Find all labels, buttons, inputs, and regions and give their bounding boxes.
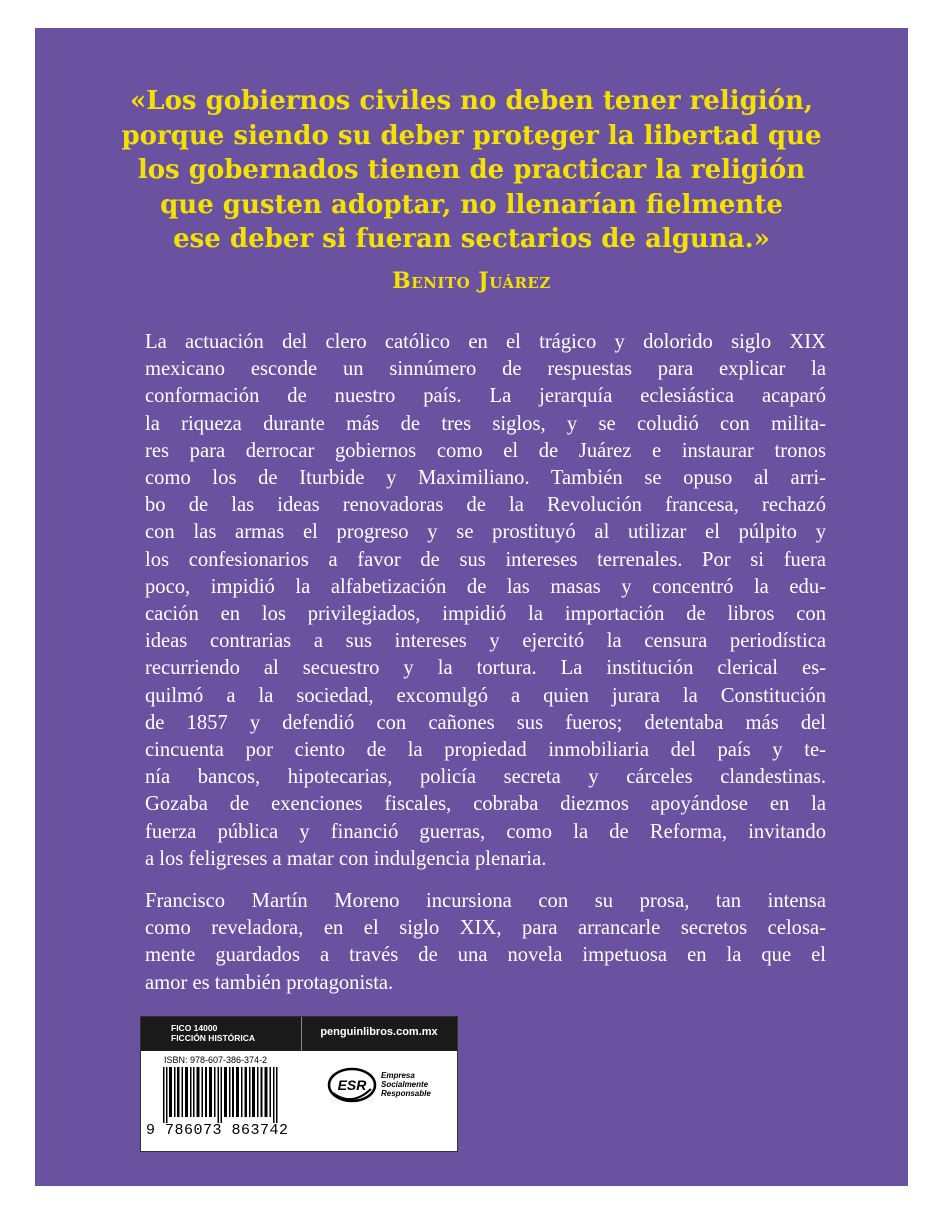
text-line: amor es también protagonista. xyxy=(145,971,394,994)
text-line: Francisco Martín Moreno incursiona con su prosa, tan intensa xyxy=(145,890,826,912)
isbn-text: ISBN: 978-607-386-374-2 xyxy=(164,1055,268,1065)
quote-line: que gusten adoptar, no llenarían fielmente xyxy=(160,189,783,220)
quote-line: porque siendo su deber proteger la libertad que xyxy=(121,120,822,151)
text-line: La actuación del clero católico en el trágico y dolorido siglo XIX xyxy=(145,331,826,353)
text-line: mente guardados a través de una novela impetuosa en la que el xyxy=(145,944,826,967)
quote-line: los gobernados tienen de practicar la religión xyxy=(137,155,806,185)
label-header xyxy=(141,1017,457,1051)
text-line: ideas contrarias a sus intereses y ejercitó la censura periodística xyxy=(145,630,826,653)
text-line: cincuenta por ciento de la propiedad inmobiliaria del país y te- xyxy=(145,739,826,762)
barcode-digits: 9 786073 863742 xyxy=(146,1122,289,1139)
publisher-url: penguinlibros.com.mx xyxy=(320,1026,438,1038)
quote-line: «Los gobiernos civiles no deben tener religión, xyxy=(130,86,813,116)
text-line: poco, impidió la alfabetización de las masas y concentró la edu- xyxy=(145,575,826,598)
quote-author: Benito Juárez xyxy=(392,268,551,294)
epigraph-quote xyxy=(95,84,848,257)
category-code-number: FICO 14000 xyxy=(171,1023,218,1033)
text-line: con las armas el progreso y se prostituyó al utilizar el púlpito y xyxy=(145,521,826,544)
esr-caption-line: Empresa xyxy=(381,1071,415,1080)
text-line: nía bancos, hipotecarias, policía secreta y cárceles clandestinas. xyxy=(145,766,826,789)
text-line: como reveladora, en el siglo XIX, para arrancarle secretos celosa- xyxy=(145,917,826,940)
esr-badge-text: ESR xyxy=(337,1077,367,1093)
text-line: a los feligreses a matar con indulgencia plenaria. xyxy=(145,847,547,870)
text-line: de 1857 y defendió con cañones sus fueros; detentaba más del xyxy=(145,711,826,734)
text-line: res para derrocar gobiernos como el de Juárez e instaurar tronos xyxy=(145,439,826,462)
text-line: como los de Iturbide y Maximiliano. También se opuso al arri- xyxy=(145,467,826,490)
text-line: quilmó a la sociedad, excomulgó a quien jurara la Constitución xyxy=(145,684,826,707)
esr-caption-line: Responsable xyxy=(381,1089,431,1098)
text-line: la riqueza durante más de tres siglos, y se coludió con milita- xyxy=(145,412,826,435)
back-cover xyxy=(35,28,908,1186)
text-line: mexicano esconde un sinnúmero de respuestas para explicar la xyxy=(145,358,826,381)
author-paragraph xyxy=(145,888,826,997)
text-line: fuerza pública y financió guerras, como la de Reforma, invitando xyxy=(145,820,826,843)
text-line: los confesionarios a favor de sus intereses terrenales. Por si fuera xyxy=(145,548,826,571)
text-line: Gozaba de exenciones fiscales, cobraba diezmos apoyándose en la xyxy=(145,793,826,816)
text-line: recurriendo al secuestro y la tortura. La institución clerical es- xyxy=(145,657,826,680)
text-line: cación en los privilegiados, impidió la importación de libros con xyxy=(145,603,826,626)
synopsis-paragraph xyxy=(145,329,826,873)
text-line: bo de las ideas renovadoras de la Revolución francesa, rechazó xyxy=(145,494,826,517)
text-line: conformación de nuestro país. La jerarquía eclesiástica acaparó xyxy=(145,385,826,408)
quote-line: ese deber si fueran sectarios de alguna.» xyxy=(173,224,770,254)
category-code xyxy=(171,1023,255,1043)
esr-caption xyxy=(381,1071,431,1098)
barcode-icon xyxy=(163,1067,283,1123)
category-code-genre: FICCIÓN HISTÓRICA xyxy=(171,1033,256,1043)
esr-caption-line: Socialmente xyxy=(381,1080,429,1089)
esr-logo-icon xyxy=(327,1067,377,1103)
barcode-label xyxy=(140,1016,458,1152)
